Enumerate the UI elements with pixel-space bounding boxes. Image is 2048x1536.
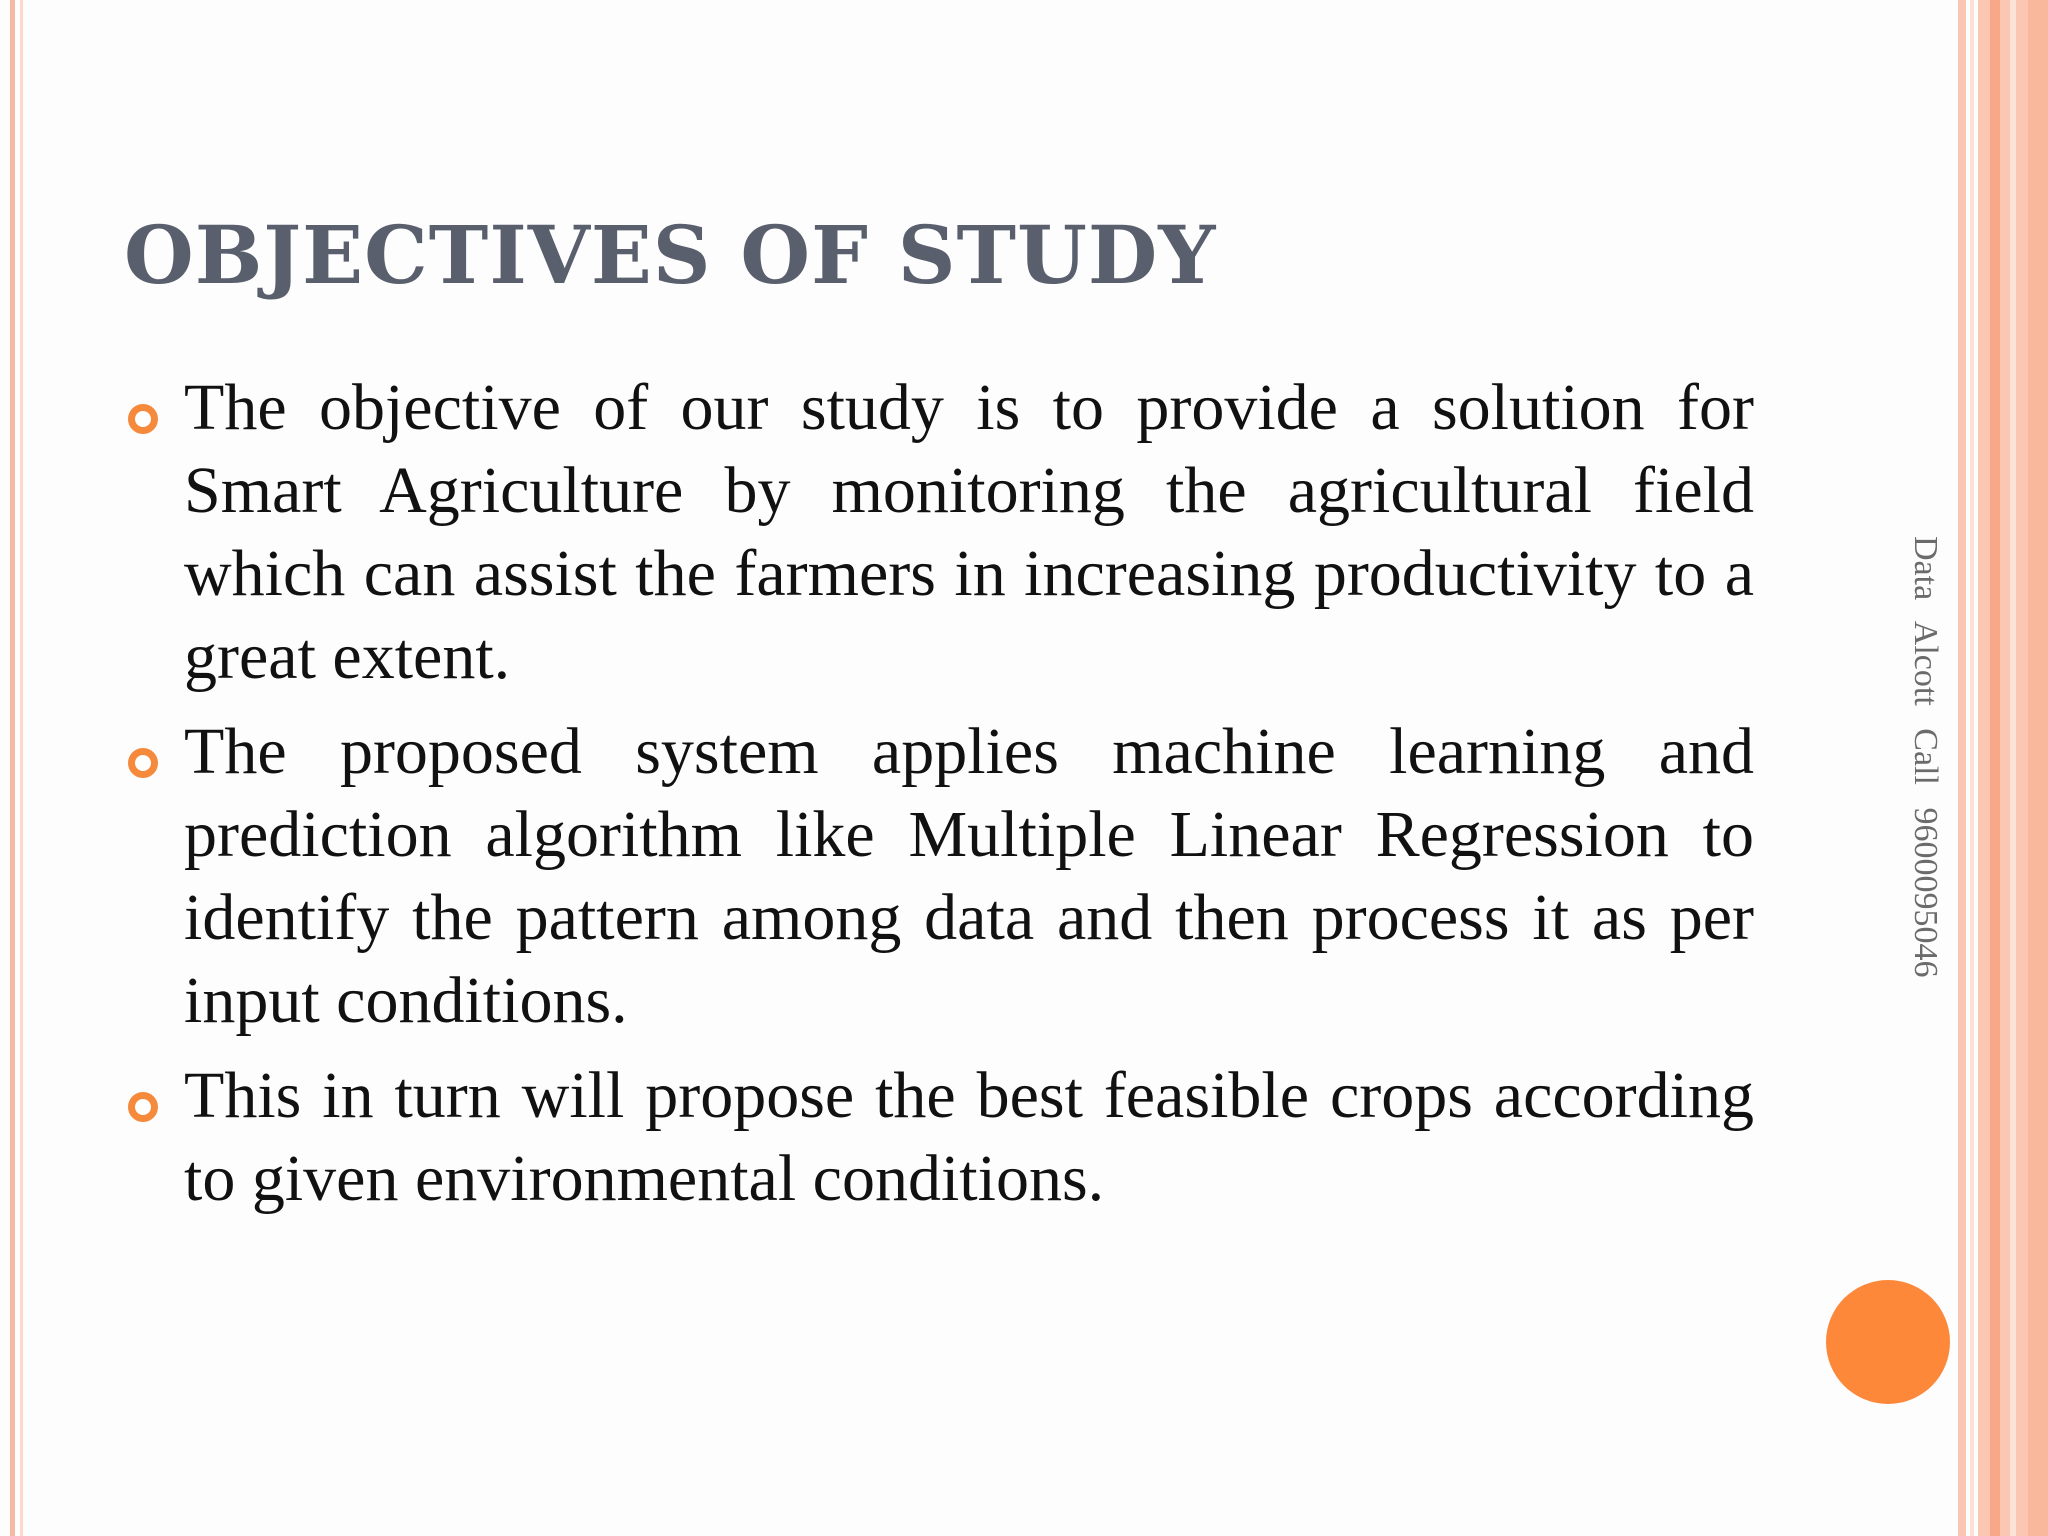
bullet-text: This in turn will propose the best feasible crops according to given environmental conditions. — [184, 1059, 1754, 1215]
ring-bullet-icon — [128, 404, 158, 434]
right-border-stripe — [1958, 0, 1966, 1536]
bullet-text: The proposed system applies machine learning and prediction algorithm like Multiple Linear Regression to identify the pattern among data and then process it as per input conditions. — [184, 715, 1754, 1037]
left-border-stripe-inner — [20, 0, 23, 1536]
right-border-stripe — [2028, 0, 2048, 1536]
left-border-stripe — [10, 0, 15, 1536]
bullet-list — [124, 366, 1754, 1232]
bullet-item — [124, 366, 1754, 698]
bullet-text: The objective of our study is to provide a solution for Smart Agriculture by monitoring the agricultural field which can assist the farmers in increasing productivity to a great extent. — [184, 371, 1754, 693]
right-border-stripe — [2010, 0, 2016, 1536]
slide-title: OBJECTIVES OF STUDY — [124, 208, 1217, 302]
ring-bullet-icon — [128, 748, 158, 778]
right-border-stripe — [1970, 0, 1974, 1536]
right-border-stripe — [1990, 0, 2000, 1536]
ring-bullet-icon — [128, 1092, 158, 1122]
orange-circle-icon — [1826, 1280, 1950, 1404]
bullet-item — [124, 1054, 1754, 1220]
watermark-text: Data Alcott Call 9600095046 — [1907, 536, 1944, 978]
bullet-item — [124, 710, 1754, 1042]
